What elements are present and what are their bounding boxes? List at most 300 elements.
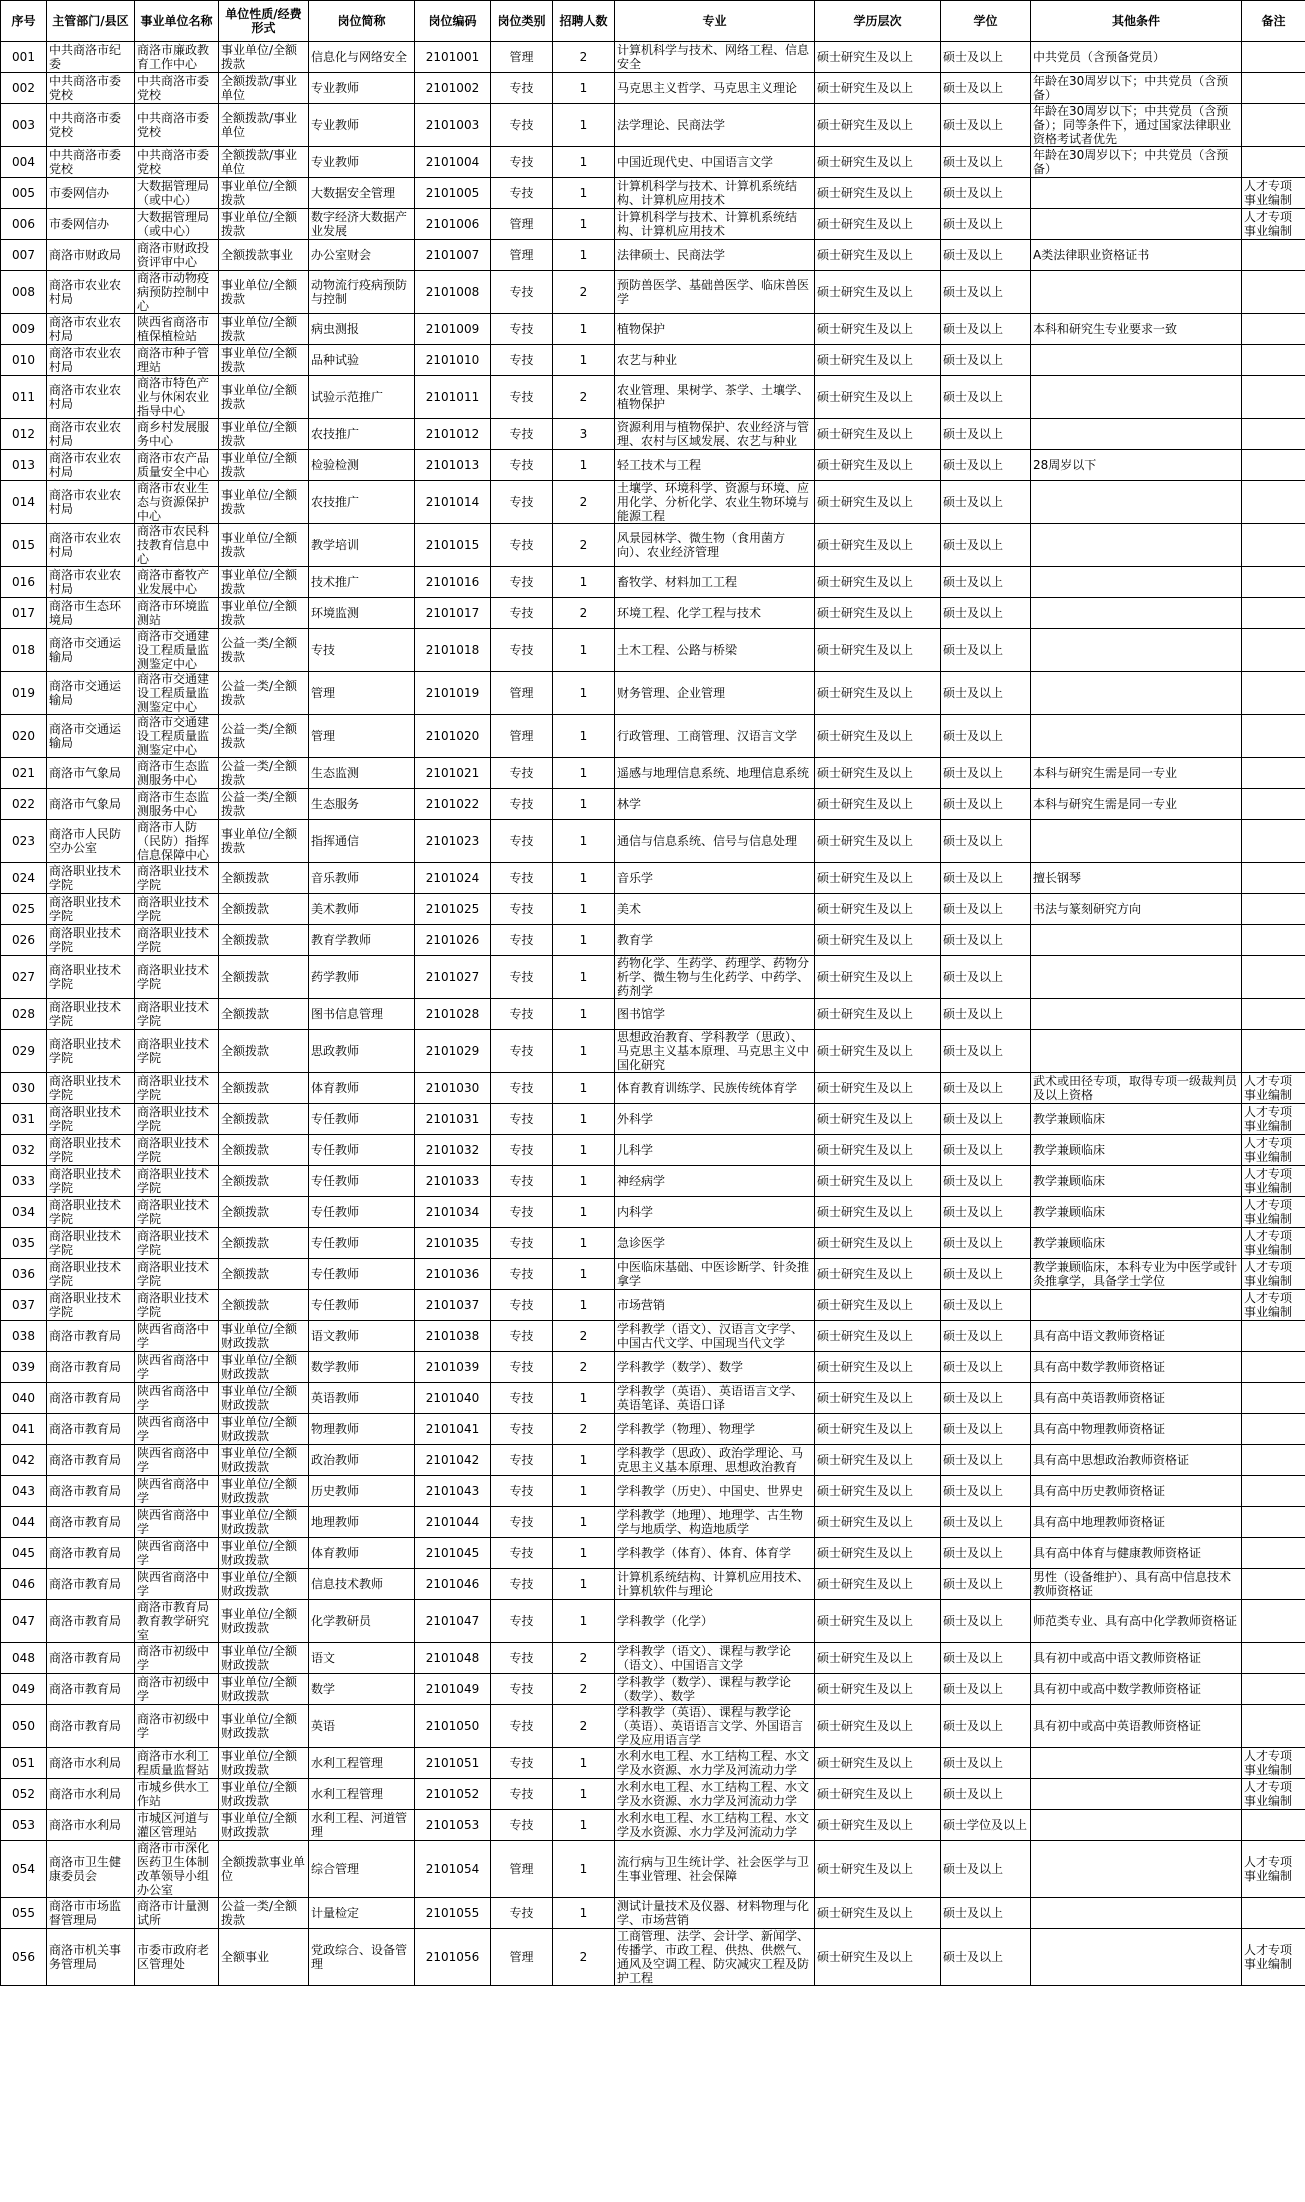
table-cell: 034 [1,1197,47,1228]
table-cell [1242,567,1305,598]
table-cell: 015 [1,524,47,567]
table-cell: 硕士研究生及以上 [815,1259,941,1290]
table-row [1,1445,1305,1476]
table-cell: 035 [1,1228,47,1259]
table-cell: 公益一类/全额拨款 [219,758,309,789]
table-cell: 硕士及以上 [941,672,1031,715]
table-cell: 商洛市环境监测站 [135,598,219,629]
table-cell: 商洛职业技术学院 [135,1073,219,1104]
table-cell: 地理教师 [309,1507,415,1538]
table-cell: 男性（设备维护）、具有高中信息技术教师资格证 [1031,1569,1242,1600]
table-cell: 中共商洛市委党校 [47,104,135,147]
table-cell: 硕士研究生及以上 [815,1383,941,1414]
table-cell: 中共商洛市纪委 [47,42,135,73]
table-cell: 全额拨款 [219,1259,309,1290]
table-cell: 全额拨款 [219,1073,309,1104]
table-cell: 专技 [491,419,553,450]
table-cell: 图书信息管理 [309,999,415,1030]
table-cell: 中共商洛市委党校 [135,147,219,178]
table-cell: 风景园林学、微生物（食用菌方向）、农业经济管理 [615,524,815,567]
table-cell: 事业单位/全额拨款 [219,598,309,629]
table-cell: 2 [553,1321,615,1352]
table-cell: 28周岁以下 [1031,450,1242,481]
table-cell: 硕士及以上 [941,629,1031,672]
table-row [1,345,1305,376]
table-cell: 1 [553,1104,615,1135]
table-cell: 专技 [491,1810,553,1841]
table-cell [1242,1674,1305,1705]
table-cell: 硕士及以上 [941,999,1031,1030]
table-cell: 硕士及以上 [941,42,1031,73]
table-cell: 硕士研究生及以上 [815,1643,941,1674]
table-cell: 教学兼顾临床 [1031,1197,1242,1228]
table-cell: 物理教师 [309,1414,415,1445]
table-cell: 硕士及以上 [941,1841,1031,1898]
table-cell: 办公室财会 [309,240,415,271]
table-cell: 思想政治教育、学科教学（思政）、马克思主义基本原理、马克思主义中国化研究 [615,1030,815,1073]
table-cell: 具有高中地理教师资格证 [1031,1507,1242,1538]
table-cell: 图书馆学 [615,999,815,1030]
table-cell: 测试计量技术及仪器、材料物理与化学、市场营销 [615,1898,815,1929]
table-cell: 专技 [491,1166,553,1197]
table-cell: 综合管理 [309,1841,415,1898]
table-cell: 中共商洛市委党校 [135,73,219,104]
table-cell: 事业单位/全额财政拨款 [219,1445,309,1476]
table-cell: 商洛职业技术学院 [135,863,219,894]
table-cell: 1 [553,1290,615,1321]
table-cell: 商洛市人防（民防）指挥信息保障中心 [135,820,219,863]
table-cell: 045 [1,1538,47,1569]
table-cell: 026 [1,925,47,956]
table-cell: 硕士及以上 [941,1929,1031,1986]
header-cell: 事业单位名称 [135,1,219,42]
table-cell: 硕士研究生及以上 [815,271,941,314]
table-cell: 2101013 [415,450,491,481]
table-cell: 学科教学（英语）、英语语言文学、英语笔译、英语口译 [615,1383,815,1414]
table-cell [1031,209,1242,240]
table-row [1,1569,1305,1600]
table-cell: 商洛市机关事务管理局 [47,1929,135,1986]
table-row [1,450,1305,481]
table-cell [1242,1810,1305,1841]
table-cell: 硕士研究生及以上 [815,524,941,567]
table-cell: 专技 [491,1259,553,1290]
table-row [1,1748,1305,1779]
table-cell: 人才专项事业编制 [1242,1104,1305,1135]
table-cell: 管理 [491,672,553,715]
table-cell: 1 [553,894,615,925]
table-cell: 1 [553,1383,615,1414]
table-cell: 美术 [615,894,815,925]
table-cell: 农艺与种业 [615,345,815,376]
table-cell: 专技 [491,567,553,598]
table-cell: 1 [553,1259,615,1290]
table-cell: 工商管理、法学、会计学、新闻学、传播学、市政工程、供热、供燃气、通风及空调工程、防灾减灾工程及防护工程 [615,1929,815,1986]
table-cell: 年龄在30周岁以下；中共党员（含预备）；同等条件下，通过国家法律职业资格考试者优先 [1031,104,1242,147]
table-cell: 硕士及以上 [941,1898,1031,1929]
table-cell: 2 [553,524,615,567]
table-cell: 商洛市农业农村局 [47,314,135,345]
table-cell: 体育教师 [309,1073,415,1104]
table-cell: 硕士研究生及以上 [815,104,941,147]
table-cell: 2101024 [415,863,491,894]
table-cell: 商洛职业技术学院 [135,956,219,999]
table-cell: 硕士及以上 [941,1104,1031,1135]
table-cell: 全额拨款 [219,1030,309,1073]
table-cell: 人才专项事业编制 [1242,1197,1305,1228]
table-cell [1242,1352,1305,1383]
table-cell: 硕士及以上 [941,820,1031,863]
table-cell: 数学教师 [309,1352,415,1383]
table-cell: 038 [1,1321,47,1352]
table-cell: 硕士研究生及以上 [815,1073,941,1104]
table-cell [1242,147,1305,178]
table-cell: 武术或田径专项，取得专项一级裁判员及以上资格 [1031,1073,1242,1104]
table-cell: 硕士及以上 [941,314,1031,345]
table-cell: 1 [553,73,615,104]
table-cell: 1 [553,999,615,1030]
table-cell: 商洛职业技术学院 [135,1135,219,1166]
table-cell: 硕士研究生及以上 [815,894,941,925]
table-cell: 商洛市气象局 [47,758,135,789]
table-cell: 教学兼顾临床 [1031,1104,1242,1135]
table-cell: 专技 [491,1352,553,1383]
table-cell: 1 [553,789,615,820]
table-cell: 2 [553,42,615,73]
table-cell: 商洛市卫生健康委员会 [47,1841,135,1898]
table-cell: 专技 [491,1445,553,1476]
table-cell: 012 [1,419,47,450]
table-cell: 管理 [491,240,553,271]
table-row [1,147,1305,178]
table-cell: 商洛市交通运输局 [47,672,135,715]
table-cell: 化学教研员 [309,1600,415,1643]
table-cell: 商洛市教育局教育教学研究室 [135,1600,219,1643]
table-cell: 管理 [309,715,415,758]
table-cell: 1 [553,314,615,345]
table-cell: 1 [553,1779,615,1810]
table-cell: 事业单位/全额财政拨款 [219,1507,309,1538]
table-cell: 事业单位/全额财政拨款 [219,1600,309,1643]
table-cell: 事业单位/全额财政拨款 [219,1643,309,1674]
table-cell: 专技 [491,598,553,629]
table-cell: 专技 [491,1290,553,1321]
table-cell: 专技 [309,629,415,672]
table-cell: A类法律职业资格证书 [1031,240,1242,271]
table-cell: 硕士及以上 [941,956,1031,999]
table-cell: 2101039 [415,1352,491,1383]
table-cell: 1 [553,1507,615,1538]
table-cell: 硕士及以上 [941,1569,1031,1600]
table-cell: 全额拨款事业单位 [219,1841,309,1898]
table-cell: 2101028 [415,999,491,1030]
table-cell: 事业单位/全额财政拨款 [219,1538,309,1569]
table-cell: 2101033 [415,1166,491,1197]
table-row [1,758,1305,789]
table-cell: 具有高中语文教师资格证 [1031,1321,1242,1352]
table-cell: 专技 [491,1321,553,1352]
table-row [1,715,1305,758]
table-cell: 009 [1,314,47,345]
table-cell: 005 [1,178,47,209]
table-cell [1242,73,1305,104]
table-cell: 水利水电工程、水工结构工程、水文学及水资源、水力学及河流动力学 [615,1810,815,1841]
table-cell: 1 [553,863,615,894]
table-cell: 商洛市教育局 [47,1414,135,1445]
table-row [1,314,1305,345]
table-cell: 教学兼顾临床，本科专业为中医学或针灸推拿学，具备学士学位 [1031,1259,1242,1290]
table-cell: 全额拨款 [219,1135,309,1166]
table-cell: 思政教师 [309,1030,415,1073]
table-cell: 商洛市交通建设工程质量监测鉴定中心 [135,672,219,715]
table-cell [1242,314,1305,345]
table-cell: 事业单位/全额拨款 [219,481,309,524]
table-cell [1242,956,1305,999]
table-cell: 专技 [491,1674,553,1705]
table-cell: 硕士及以上 [941,1030,1031,1073]
table-cell: 市城乡供水工作站 [135,1779,219,1810]
table-cell: 014 [1,481,47,524]
table-row [1,524,1305,567]
table-cell [1031,524,1242,567]
table-cell [1242,820,1305,863]
table-row [1,925,1305,956]
table-cell: 学科教学（体育）、体育、体育学 [615,1538,815,1569]
table-cell [1242,672,1305,715]
table-cell: 1 [553,1538,615,1569]
table-cell: 硕士及以上 [941,1259,1031,1290]
table-cell: 硕士研究生及以上 [815,1135,941,1166]
table-cell [1242,1600,1305,1643]
table-cell: 2101048 [415,1643,491,1674]
table-cell: 教育学 [615,925,815,956]
table-cell: 外科学 [615,1104,815,1135]
table-cell: 人才专项事业编制 [1242,1259,1305,1290]
table-cell: 硕士研究生及以上 [815,1538,941,1569]
table-cell: 硕士研究生及以上 [815,999,941,1030]
table-cell: 020 [1,715,47,758]
table-cell: 033 [1,1166,47,1197]
table-cell: 042 [1,1445,47,1476]
table-cell: 具有高中英语教师资格证 [1031,1383,1242,1414]
table-cell: 专任教师 [309,1228,415,1259]
table-cell: 公益一类/全额拨款 [219,715,309,758]
table-cell: 陕西省商洛中学 [135,1538,219,1569]
table-row [1,1197,1305,1228]
table-cell: 2101018 [415,629,491,672]
table-row [1,1476,1305,1507]
table-cell: 教育学教师 [309,925,415,956]
table-cell: 1 [553,956,615,999]
table-cell: 2101056 [415,1929,491,1986]
table-cell: 学科教学（数学）、课程与教学论（数学）、数学 [615,1674,815,1705]
table-cell [1031,271,1242,314]
table-cell: 全额事业 [219,1929,309,1986]
table-cell: 商洛市教育局 [47,1445,135,1476]
table-cell: 专技 [491,450,553,481]
table-cell: 021 [1,758,47,789]
table-cell: 商洛职业技术学院 [135,1104,219,1135]
table-cell [1031,1779,1242,1810]
table-cell: 2101045 [415,1538,491,1569]
table-cell: 硕士研究生及以上 [815,1197,941,1228]
table-cell: 1 [553,1569,615,1600]
table-cell: 专技 [491,178,553,209]
table-cell: 商洛市畜牧产业发展中心 [135,567,219,598]
table-cell [1031,1290,1242,1321]
table-cell: 2 [553,271,615,314]
table-cell: 专技 [491,1476,553,1507]
table-cell [1242,999,1305,1030]
table-cell: 2 [553,598,615,629]
table-row [1,1104,1305,1135]
table-cell: 硕士研究生及以上 [815,820,941,863]
table-cell: 2101025 [415,894,491,925]
table-row [1,1674,1305,1705]
table-cell: 2101038 [415,1321,491,1352]
table-cell: 专任教师 [309,1197,415,1228]
table-row [1,209,1305,240]
table-cell: 学科教学（历史）、中国史、世界史 [615,1476,815,1507]
table-cell: 市委市政府老区管理处 [135,1929,219,1986]
table-cell: 中国近现代史、中国语言文学 [615,147,815,178]
header-cell: 岗位简称 [309,1,415,42]
table-cell: 2101035 [415,1228,491,1259]
table-cell: 硕士研究生及以上 [815,629,941,672]
table-cell: 1 [553,672,615,715]
table-cell: 学科教学（物理）、物理学 [615,1414,815,1445]
table-cell: 商乡村发展服务中心 [135,419,219,450]
table-cell: 硕士研究生及以上 [815,715,941,758]
table-cell: 硕士及以上 [941,863,1031,894]
table-cell: 事业单位/全额财政拨款 [219,1352,309,1383]
table-cell: 1 [553,240,615,271]
table-cell: 硕士研究生及以上 [815,789,941,820]
table-cell: 硕士研究生及以上 [815,672,941,715]
table-cell: 商洛职业技术学院 [47,1197,135,1228]
table-cell: 1 [553,1445,615,1476]
header-cell: 学位 [941,1,1031,42]
table-cell: 2101040 [415,1383,491,1414]
table-row [1,1538,1305,1569]
table-cell: 2101010 [415,345,491,376]
table-cell: 硕士及以上 [941,1321,1031,1352]
table-cell: 商洛市生态监测服务中心 [135,789,219,820]
table-cell: 商洛市教育局 [47,1476,135,1507]
table-cell: 1 [553,567,615,598]
table-cell: 040 [1,1383,47,1414]
table-cell: 硕士研究生及以上 [815,1228,941,1259]
table-cell: 商洛市教育局 [47,1507,135,1538]
table-cell: 专技 [491,1600,553,1643]
table-cell: 硕士及以上 [941,598,1031,629]
table-cell: 水利工程、河道管理 [309,1810,415,1841]
table-cell: 预防兽医学、基础兽医学、临床兽医学 [615,271,815,314]
table-cell: 硕士研究生及以上 [815,73,941,104]
table-cell [1031,925,1242,956]
table-cell: 商洛市农业生态与资源保护中心 [135,481,219,524]
table-cell: 硕士及以上 [941,1748,1031,1779]
table-cell: 专技 [491,999,553,1030]
table-cell: 2101029 [415,1030,491,1073]
table-row [1,1705,1305,1748]
table-cell: 008 [1,271,47,314]
table-cell: 017 [1,598,47,629]
table-row [1,42,1305,73]
table-cell: 人才专项事业编制 [1242,1290,1305,1321]
table-cell: 专技 [491,820,553,863]
table-cell: 大数据管理局（或中心） [135,209,219,240]
table-cell: 硕士及以上 [941,104,1031,147]
table-cell: 美术教师 [309,894,415,925]
table-cell: 人才专项事业编制 [1242,1779,1305,1810]
table-cell: 硕士研究生及以上 [815,481,941,524]
table-cell: 2101026 [415,925,491,956]
table-cell: 2101042 [415,1445,491,1476]
table-cell: 硕士研究生及以上 [815,598,941,629]
table-cell: 2101014 [415,481,491,524]
table-cell: 1 [553,450,615,481]
table-cell: 全额拨款事业 [219,240,309,271]
table-cell: 指挥通信 [309,820,415,863]
table-cell: 商洛市人民防空办公室 [47,820,135,863]
table-cell: 商洛市廉政教育工作中心 [135,42,219,73]
table-cell: 具有初中或高中数学教师资格证 [1031,1674,1242,1705]
table-row [1,1643,1305,1674]
table-cell: 事业单位/全额拨款 [219,178,309,209]
table-cell [1242,789,1305,820]
table-cell: 具有高中数学教师资格证 [1031,1352,1242,1383]
table-cell: 本科与研究生需是同一专业 [1031,758,1242,789]
table-cell: 事业单位/全额拨款 [219,209,309,240]
table-cell [1242,1445,1305,1476]
table-cell: 事业单位/全额拨款 [219,271,309,314]
table-cell: 2101001 [415,42,491,73]
table-cell: 商洛市农业农村局 [47,376,135,419]
table-cell: 1 [553,758,615,789]
table-cell: 陕西省商洛市植保植检站 [135,314,219,345]
table-cell: 商洛职业技术学院 [47,1166,135,1197]
table-cell: 1 [553,1030,615,1073]
table-cell: 林学 [615,789,815,820]
table-cell: 专技 [491,104,553,147]
table-cell: 硕士及以上 [941,789,1031,820]
table-cell: 硕士及以上 [941,419,1031,450]
table-cell: 022 [1,789,47,820]
table-cell: 2101044 [415,1507,491,1538]
table-cell [1242,598,1305,629]
table-cell: 028 [1,999,47,1030]
table-cell: 商洛市教育局 [47,1321,135,1352]
table-cell: 动物流行疫病预防与控制 [309,271,415,314]
table-cell: 陕西省商洛中学 [135,1321,219,1352]
table-cell: 全额拨款 [219,1197,309,1228]
table-cell [1031,1841,1242,1898]
table-cell: 3 [553,419,615,450]
table-cell: 专技 [491,345,553,376]
table-cell: 硕士研究生及以上 [815,345,941,376]
table-row [1,178,1305,209]
table-cell: 中医临床基础、中医诊断学、针灸推拿学 [615,1259,815,1290]
table-cell: 音乐学 [615,863,815,894]
table-row [1,376,1305,419]
table-cell [1031,1929,1242,1986]
table-cell: 2101027 [415,956,491,999]
table-row [1,1414,1305,1445]
table-cell [1242,419,1305,450]
table-cell: 2 [553,376,615,419]
table-cell: 011 [1,376,47,419]
